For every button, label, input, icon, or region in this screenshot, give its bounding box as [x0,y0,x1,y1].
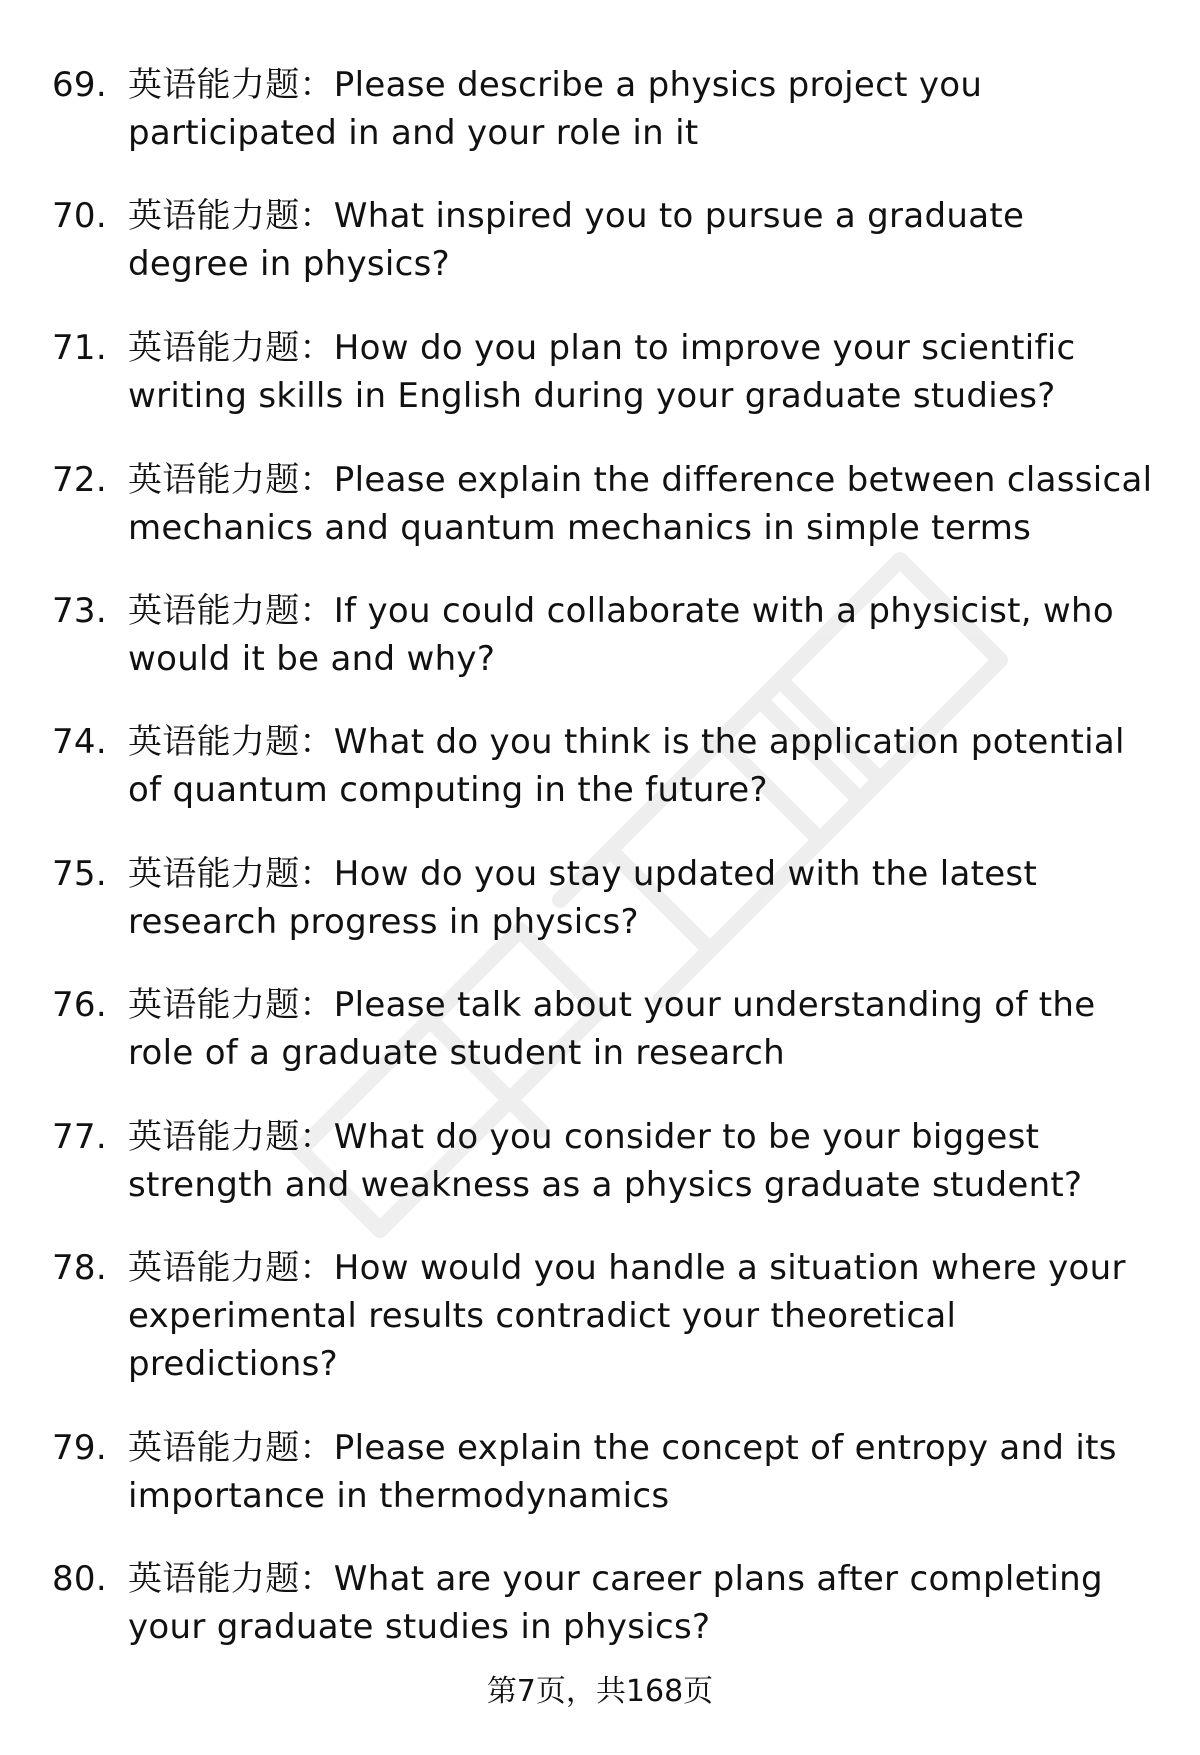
question-line: writing skills in English during your graduate studies? [128,376,1056,416]
question-number: 76. [52,985,107,1025]
question-line: 英语能力题：Please describe a physics project you [128,65,983,105]
question-text [128,1424,1148,1520]
question-number: 80. [52,1559,107,1599]
question-line: predictions? [128,1344,338,1384]
question-text [128,1113,1148,1209]
question-number: 79. [52,1428,107,1468]
question-number: 75. [52,854,107,894]
question-line: mechanics and quantum mechanics in simple terms [128,508,1032,548]
question-line: 英语能力题：What do you consider to be your biggest [128,1117,1040,1157]
question-line: 英语能力题：What are your career plans after completing [128,1559,1103,1599]
question-line: degree in physics? [128,244,451,284]
question-line: importance in thermodynamics [128,1476,670,1516]
question-text [128,456,1153,552]
question-line: 英语能力题：Please explain the difference between classical [128,460,1153,500]
question-number: 77. [52,1117,107,1157]
question-number: 69. [52,65,107,105]
question-line: 英语能力题：How do you plan to improve your scientific [128,328,1076,368]
question-text [128,192,1148,288]
question-line: 英语能力题：If you could collaborate with a physicist, who [128,591,1114,631]
question-text [128,587,1148,683]
question-line: 英语能力题：Please talk about your understanding of the [128,985,1096,1025]
question-line: strength and weakness as a physics graduate student? [128,1165,1083,1205]
question-number: 71. [52,328,107,368]
question-text [128,981,1148,1077]
question-line: would it be and why? [128,639,496,679]
page-number: 第7页，共168页 [486,1674,714,1709]
question-text [128,324,1148,420]
question-line: 英语能力题：How would you handle a situation where your [128,1248,1126,1288]
question-line: of quantum computing in the future? [128,770,768,810]
question-line: participated in and your role in it [128,113,699,153]
question-text [128,718,1148,814]
question-number: 72. [52,460,107,500]
question-number: 74. [52,722,107,762]
question-text [128,61,1148,157]
question-line: 英语能力题：What inspired you to pursue a graduate [128,196,1025,236]
question-line: 英语能力题：How do you stay updated with the latest [128,854,1038,894]
question-line: your graduate studies in physics? [128,1607,711,1647]
question-number: 73. [52,591,107,631]
question-line: research progress in physics? [128,902,639,942]
question-line: 英语能力题：Please explain the concept of entropy and its [128,1428,1117,1468]
question-text [128,1244,1148,1388]
question-number: 70. [52,196,107,236]
question-number: 78. [52,1248,107,1288]
question-line: experimental results contradict your theoretical [128,1296,957,1336]
question-text [128,850,1148,946]
question-line: 英语能力题：What do you think is the application potential [128,722,1125,762]
question-text [128,1555,1148,1651]
question-line: role of a graduate student in research [128,1033,785,1073]
